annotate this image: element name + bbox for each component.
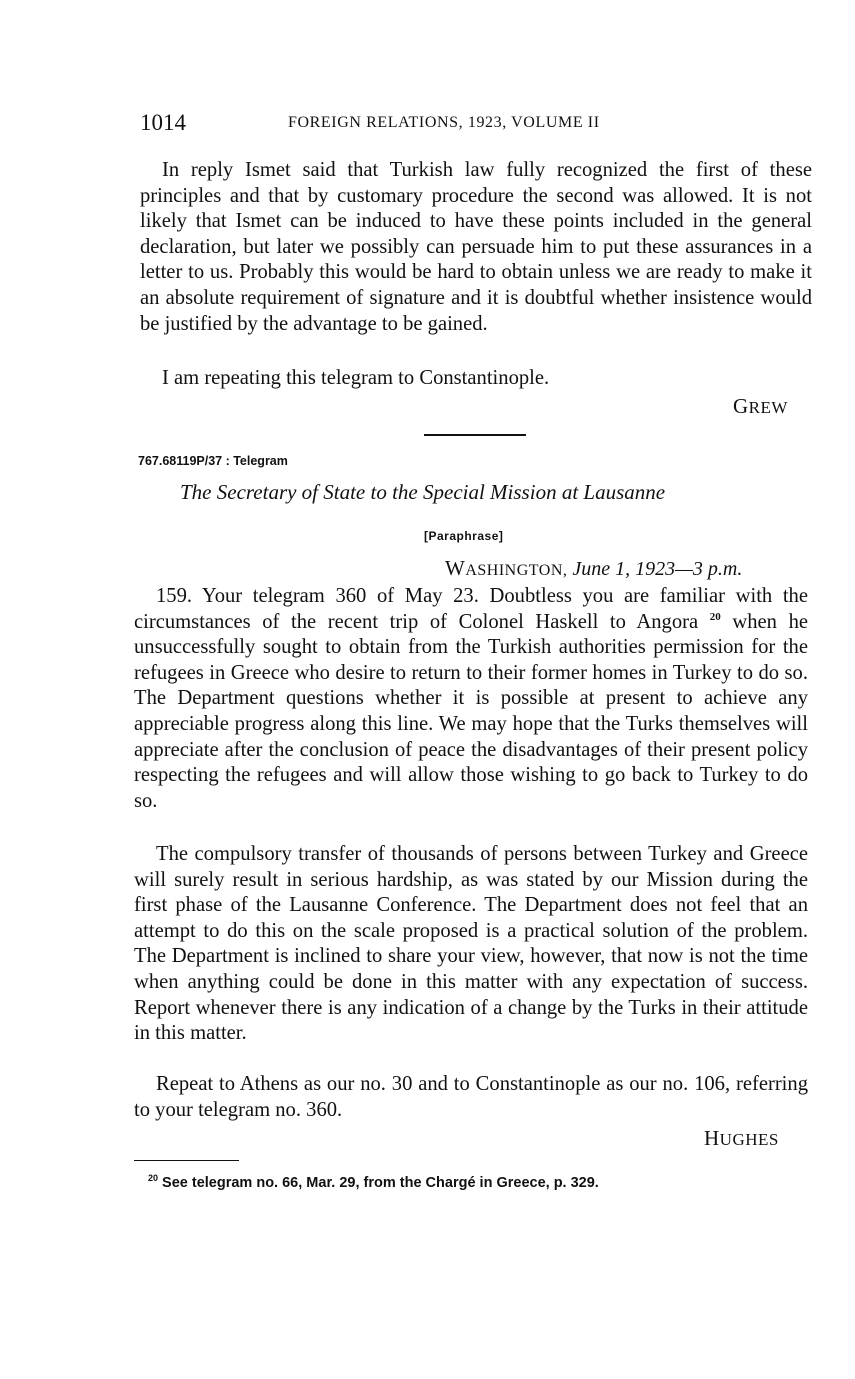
footnote-number: 20 xyxy=(148,1173,159,1183)
section-divider xyxy=(424,434,526,436)
page-number: 1014 xyxy=(140,110,186,135)
footnote-marker: 20 xyxy=(709,610,721,623)
paragraph-text: 159. Your telegram 360 of May 23. Doubtless you are familiar with the circumstances of the recent trip of Colonel Haskell to Angora xyxy=(134,585,808,633)
body-paragraph: The compulsory transfer of thousands of persons between Turkey and Greece will surely result in serious hardship, as was stated by our Mission during the first phase of the Lausanne Conference. The Department does not feel that an attempt to do this on the scale proposed is a practical solution of the problem. The Department is inclined to share your view, however, that now is not the time when anything could be done in this matter with any expectation of success. Report whenever there is any indication of a change by the Turks in their attitude in this matter. xyxy=(134,843,808,1045)
signature-grew xyxy=(733,394,788,420)
dateline xyxy=(445,554,742,585)
body-paragraph: I am repeating this telegram to Constantinople. xyxy=(162,367,550,389)
body-paragraph: Repeat to Athens as our no. 30 and to Constantinople as our no. 106, referring to your telegram no. 360. xyxy=(134,1073,808,1121)
signature-rest: REW xyxy=(748,398,788,417)
signature-rest: UGHES xyxy=(719,1130,779,1149)
page-header xyxy=(140,108,812,138)
signature-hughes xyxy=(704,1126,779,1152)
footnote-text: See telegram no. 66, Mar. 29, from the Chargé in Greece, p. 329. xyxy=(158,1175,599,1191)
footnote-rule xyxy=(134,1160,239,1161)
paraphrase-label: [Paraphrase] xyxy=(424,529,504,543)
dateline-place-initial: W xyxy=(445,556,466,580)
dateline-place xyxy=(445,556,568,580)
file-reference: 767.68119P/37 : Telegram xyxy=(138,454,288,468)
dateline-date: June 1, 1923—3 p.m. xyxy=(572,558,743,580)
signature-initial: H xyxy=(704,1126,720,1150)
signature-initial: G xyxy=(733,394,749,418)
dateline-place-rest: ASHINGTON, xyxy=(465,562,568,579)
body-paragraph: In reply Ismet said that Turkish law fully recognized the first of these principles and that by customary procedure the second was allowed. It is not likely that Ismet can be induced to have these points included in the general declaration, but later we possibly can persuade him to put these assurances in a letter to us. Probably this would be hard to obtain unless we are ready to make it an absolute requirement of signature and it is doubtful whether insistence would be justified by the advantage to be gained. xyxy=(140,159,812,335)
footnote xyxy=(148,1172,599,1194)
running-head: FOREIGN RELATIONS, 1923, VOLUME II xyxy=(288,114,600,131)
document-title: The Secretary of State to the Special Mission at Lausanne xyxy=(180,480,666,504)
paragraph-text: when he unsuccessfully sought to obtain from the Turkish authorities permission for the refugees in Greece who desire to return to their former homes in Turkey to do so. The Department questions whether it is possible at present to achieve any appreciable progress along this line. We may hope that the Turks themselves will appreciate after the conclusion of peace the disadvantages of their present policy respecting the refugees and will allow those wishing to go back to Turkey to do so. xyxy=(134,610,809,812)
body-paragraph xyxy=(134,584,808,814)
